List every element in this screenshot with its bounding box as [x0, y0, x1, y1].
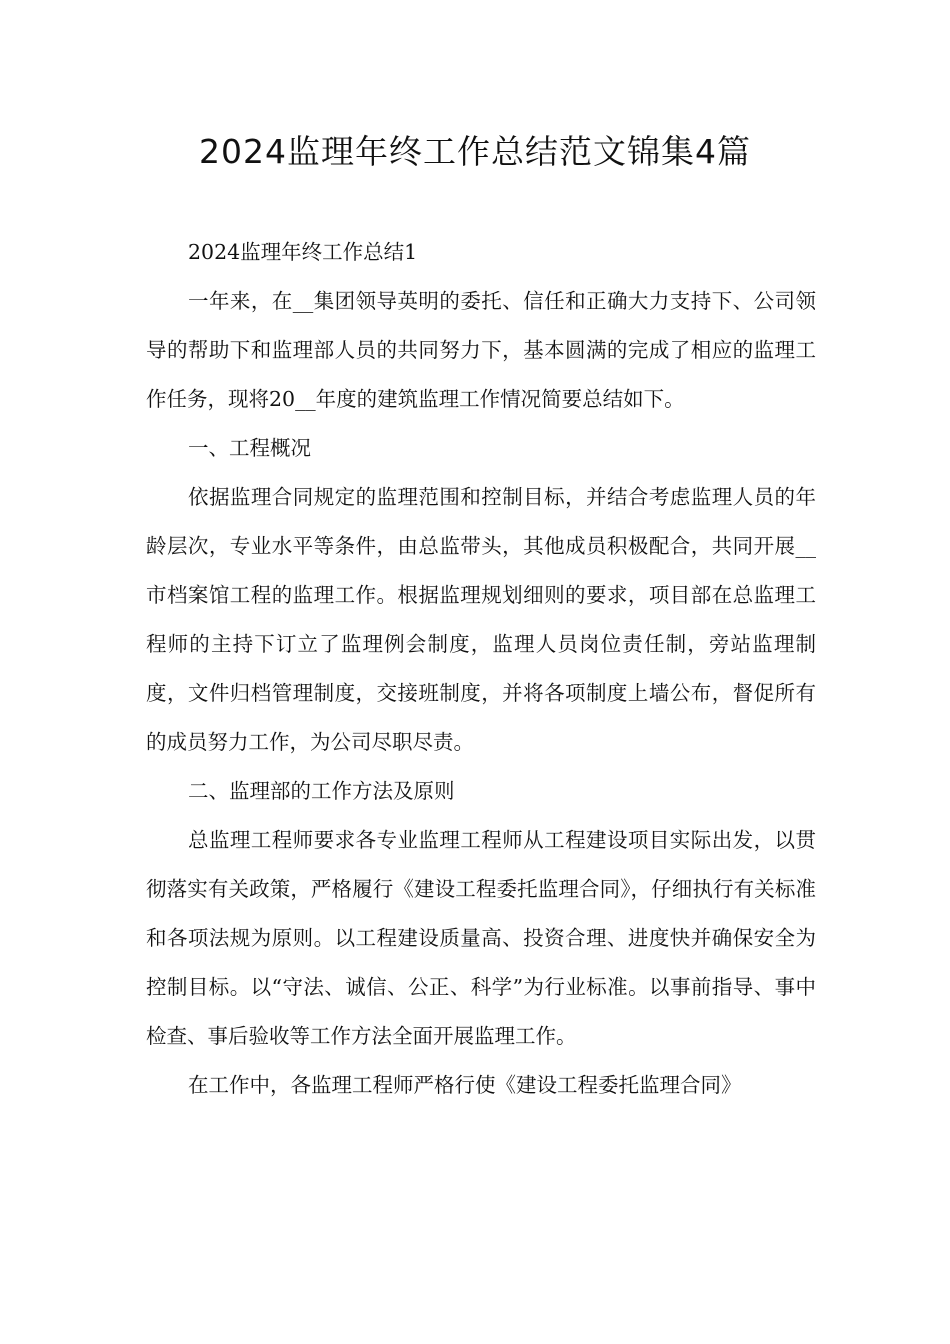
paragraph-project-overview: 依据监理合同规定的监理范围和控制目标，并结合考虑监理人员的年龄层次，专业水平等条件，由总监带头，其他成员积极配合，共同开展__市档案馆工程的监理工作。根据监理规划细则的要求，项目部在总监理工程师的主持下订立了监理例会制度，监理人员岗位责任制，旁站监理制度，文件归档管理制度，交接班制度，并将各项制度上墙公布，督促所有的成员努力工作，为公司尽职尽责。 — [146, 485, 816, 754]
document-title: 2024监理年终工作总结范文锦集4篇 — [199, 132, 751, 171]
section-heading-summary-1: 2024监理年终工作总结1 — [188, 240, 418, 264]
section-heading-project-overview: 一、工程概况 — [188, 436, 311, 460]
paragraph-intro: 一年来，在__集团领导英明的委托、信任和正确大力支持下、公司领导的帮助下和监理部人员的共同努力下，基本圆满的完成了相应的监理工作任务，现将20__年度的建筑监理工作情况简要总结如下。 — [146, 289, 816, 411]
section-heading-methods-principles: 二、监理部的工作方法及原则 — [188, 779, 455, 803]
document-body — [146, 228, 816, 1110]
paragraph-methods-principles: 总监理工程师要求各专业监理工程师从工程建设项目实际出发，以贯彻落实有关政策，严格履行《建设工程委托监理合同》，仔细执行有关标准和各项法规为原则。以工程建设质量高、投资合理、进度快并确保安全为控制目标。以“守法、诚信、公正、科学”为行业标准。以事前指导、事中检查、事后验收等工作方法全面开展监理工作。 — [146, 828, 816, 1048]
paragraph-work-in-progress: 在工作中，各监理工程师严格行使《建设工程委托监理合同》 — [188, 1073, 742, 1097]
